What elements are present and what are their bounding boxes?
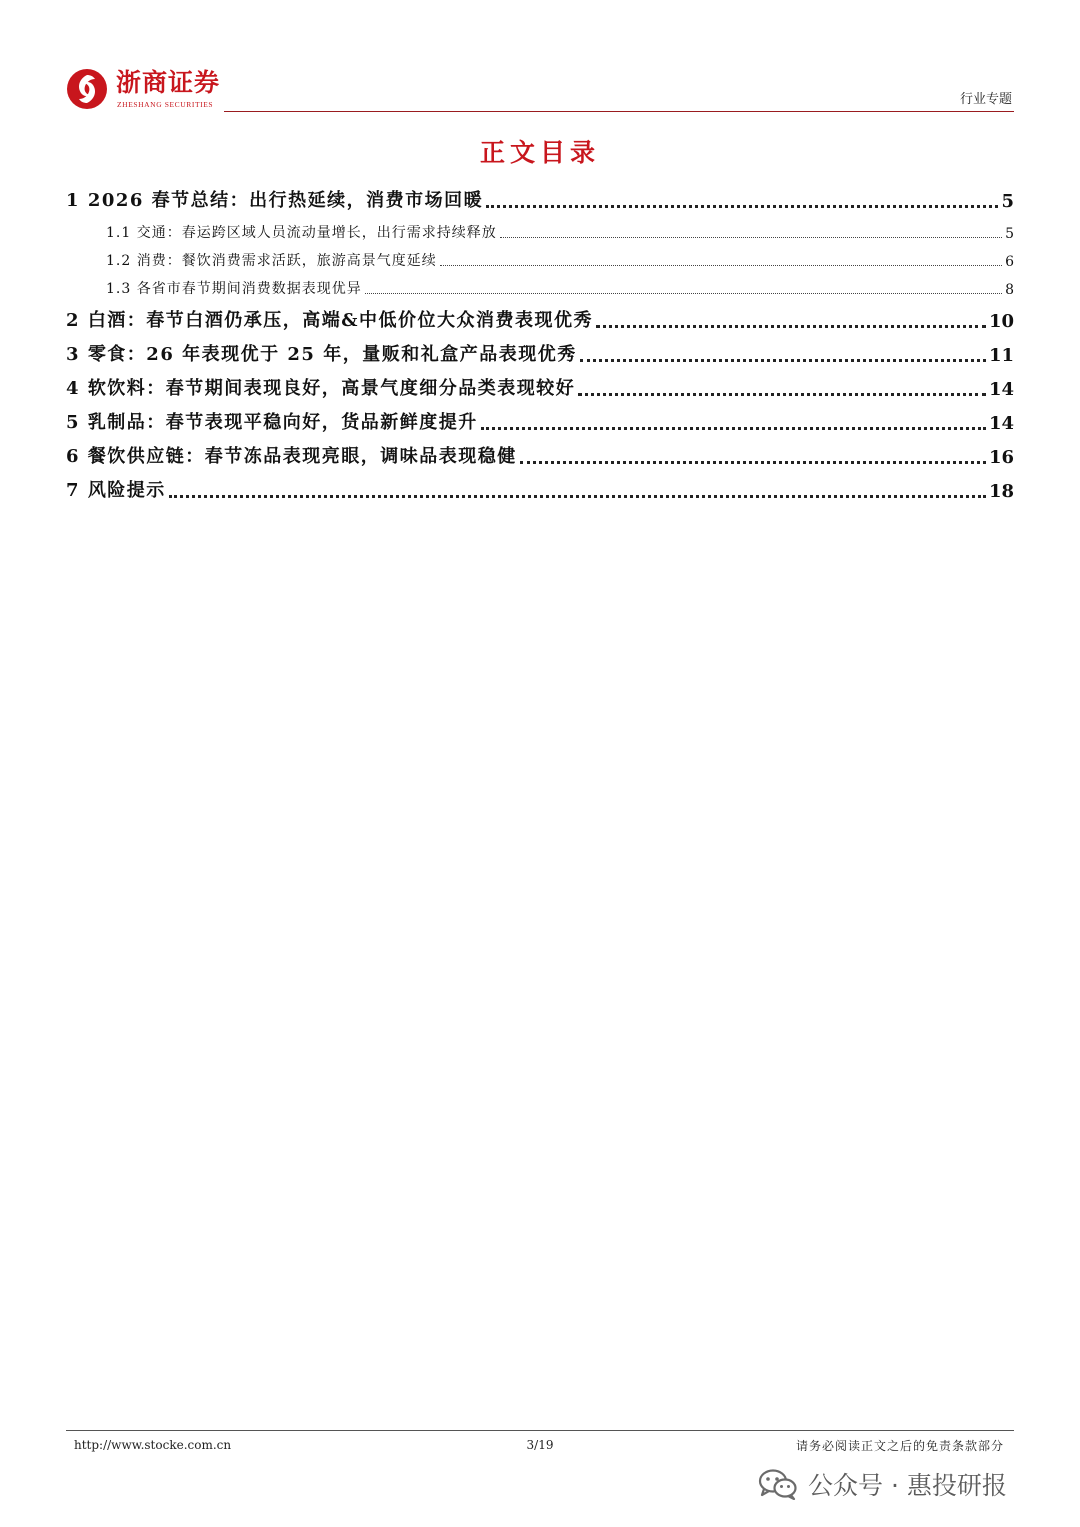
toc-entry[interactable] <box>66 468 1014 502</box>
toc-entry-label <box>106 278 362 298</box>
toc-entry-text: 乳制品：春节表现平稳向好，货品新鲜度提升 <box>87 412 478 433</box>
toc-entry-label <box>66 340 577 366</box>
toc-subentry[interactable] <box>66 214 1014 242</box>
toc-entry-label <box>66 408 478 434</box>
toc-entry-text: 2026 春节总结：出行热延续，消费市场回暖 <box>87 190 484 211</box>
toc-page-number: 5 <box>1005 226 1014 242</box>
toc-leader-dots <box>169 495 986 498</box>
toc-entry-text: 软饮料：春节期间表现良好，高景气度细分品类表现较好 <box>87 378 576 399</box>
zheshang-logo-icon <box>66 68 108 110</box>
toc-leader-dots <box>580 359 986 362</box>
toc-entry-number: 1 <box>66 190 81 211</box>
toc-page-number: 5 <box>1001 191 1014 212</box>
toc-entry[interactable] <box>66 298 1014 332</box>
page-indicator: 3/19 <box>526 1438 554 1452</box>
toc-subentry[interactable] <box>66 242 1014 270</box>
toc-leader-dots <box>365 293 1002 294</box>
toc-leader-dots <box>596 325 986 328</box>
toc-leader-dots <box>500 237 1002 238</box>
toc-leader-dots <box>440 265 1002 266</box>
wechat-icon <box>758 1468 798 1500</box>
toc-page-number: 11 <box>988 345 1014 366</box>
toc-entry[interactable] <box>66 366 1014 400</box>
footer-url-link[interactable]: http://www.stocke.com.cn <box>74 1438 232 1452</box>
toc-entry-text: 白酒：春节白酒仍承压，高端&中低价位大众消费表现优秀 <box>87 310 594 331</box>
toc-entry-label <box>66 476 166 502</box>
toc-page-number: 10 <box>988 311 1014 332</box>
toc-entry-number: 1.2 <box>106 253 132 269</box>
header-divider <box>224 111 1014 112</box>
toc-page-number: 14 <box>988 413 1014 434</box>
toc-entry-label <box>66 442 517 468</box>
toc-entry[interactable] <box>66 178 1014 212</box>
toc-entry[interactable] <box>66 332 1014 366</box>
brand-name-en: ZHESHANG SECURITIES <box>117 100 214 109</box>
brand-name-cn: 浙商证券 <box>116 68 221 97</box>
toc-entry-number: 7 <box>66 480 81 501</box>
toc-entry-number: 3 <box>66 344 81 365</box>
toc-leader-dots <box>481 427 986 430</box>
toc-entry-number: 2 <box>66 310 81 331</box>
toc-entry-text: 餐饮供应链：春节冻品表现亮眼，调味品表现稳健 <box>87 446 517 467</box>
toc-entry-number: 4 <box>66 378 81 399</box>
toc-entry-text: 零食：26 年表现优于 25 年，量贩和礼盒产品表现优秀 <box>87 344 577 365</box>
toc-entry[interactable] <box>66 434 1014 468</box>
watermark <box>758 1466 1007 1502</box>
toc-page-number: 16 <box>988 447 1014 468</box>
toc-entry-label <box>106 222 497 242</box>
toc-page-number: 14 <box>988 379 1014 400</box>
footer-divider <box>66 1430 1014 1431</box>
page-header <box>66 66 1014 116</box>
toc-entry-number: 5 <box>66 412 81 433</box>
toc-page-number: 8 <box>1005 282 1014 298</box>
toc-page-number: 18 <box>988 481 1014 502</box>
toc-entry-number: 6 <box>66 446 81 467</box>
toc-leader-dots <box>486 205 998 208</box>
toc-entry-label <box>66 374 575 400</box>
toc-subentry[interactable] <box>66 270 1014 298</box>
toc-title: 正文目录 <box>479 138 600 167</box>
toc-entry-text: 消费：餐饮消费需求活跃，旅游高景气度延续 <box>136 253 437 269</box>
toc-entry-number: 1.3 <box>106 281 132 297</box>
toc-entry-label <box>106 250 437 270</box>
toc-entry[interactable] <box>66 400 1014 434</box>
footer-disclaimer: 请务必阅读正文之后的免责条款部分 <box>795 1439 1004 1453</box>
toc-entry-text: 各省市春节期间消费数据表现优异 <box>136 281 362 297</box>
watermark-text: 公众号 · 惠投研报 <box>808 1471 1007 1500</box>
toc-entry-text: 交通：春运跨区域人员流动量增长，出行需求持续释放 <box>136 225 497 241</box>
toc-leader-dots <box>520 461 986 464</box>
toc-entry-label <box>66 306 593 332</box>
toc-entry-label <box>66 186 483 212</box>
toc-entry-text: 风险提示 <box>87 480 166 501</box>
section-label: 行业专题 <box>959 92 1012 107</box>
toc-entry-number: 1.1 <box>106 225 132 241</box>
toc-page-number: 6 <box>1005 254 1014 270</box>
toc-leader-dots <box>578 393 986 396</box>
